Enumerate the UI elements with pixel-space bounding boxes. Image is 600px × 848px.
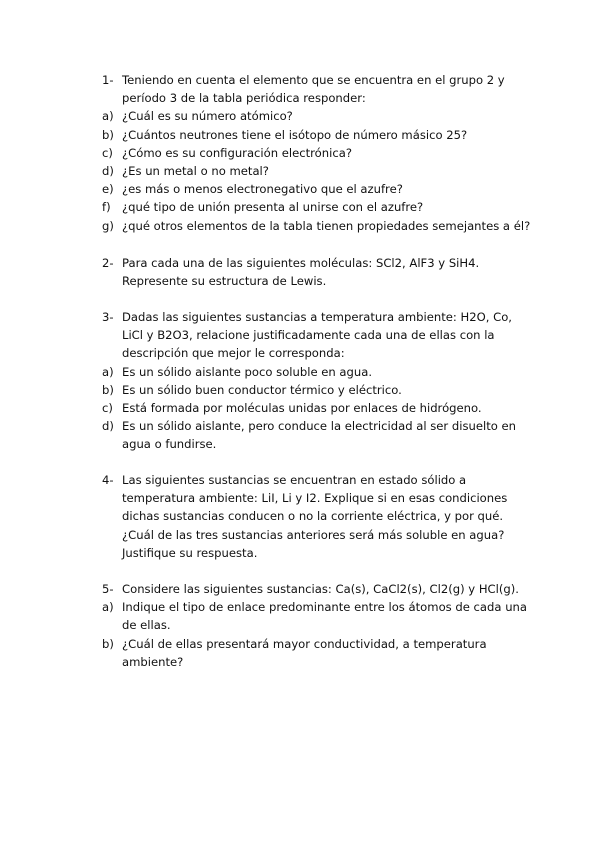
item-text: ¿Es un metal o no metal? <box>122 163 269 178</box>
item-label: b) <box>102 382 114 397</box>
item-label: b) <box>102 127 114 142</box>
question-item-d <box>102 162 522 180</box>
question-stem-line: período 3 de la tabla periódica responder: <box>122 91 366 106</box>
item-label: a) <box>102 364 114 379</box>
item-label: c) <box>102 400 113 415</box>
question-5 <box>102 580 527 671</box>
item-label: d) <box>102 419 114 434</box>
item-continuation: ambiente? <box>122 654 184 669</box>
item-text: ¿es más o menos electronegativo que el azufre? <box>122 182 403 197</box>
item-text: Está formada por moléculas unidas por enlaces de hidrógeno. <box>122 400 482 415</box>
item-continuation: de ellas. <box>122 618 171 633</box>
item-text: ¿Cuál de ellas presentará mayor conductividad, a temperatura <box>122 636 487 651</box>
item-text: ¿Cómo es su configuración electrónica? <box>122 145 352 160</box>
question-item-e <box>102 180 522 198</box>
question-stem-line: dichas sustancias conducen o no la corriente eléctrica, y por qué. <box>122 509 504 524</box>
item-text: ¿qué tipo de unión presenta al unirse con el azufre? <box>122 200 424 215</box>
question-number: 1- <box>102 73 114 87</box>
item-label: e) <box>102 182 114 197</box>
question-3 <box>102 308 522 454</box>
question-stem-line: 5- Considere las siguientes sustancias: Ca(s), CaCl2(s), Cl2(g) y HCl(g). <box>102 580 522 598</box>
question-number: 3- <box>102 310 114 324</box>
question-stem-line: ¿Cuál de las tres sustancias anteriores será más soluble en agua? <box>122 527 505 542</box>
item-text: Es un sólido aislante, pero conduce la electricidad al ser disuelto en <box>122 419 517 434</box>
question-item-d <box>102 417 522 435</box>
question-stem-line: LiCl y B2O3, relacione justificadamente cada una de ellas con la <box>122 328 495 343</box>
question-number: 2- <box>102 256 114 270</box>
question-stem-line: 2- Para cada una de las siguientes moléculas: SCl2, AlF3 y SiH4. <box>102 254 522 272</box>
question-1 <box>102 71 531 235</box>
item-text: Es un sólido buen conductor térmico y eléctrico. <box>122 382 402 397</box>
question-item-f <box>102 198 522 216</box>
question-4 <box>102 471 522 562</box>
item-label: b) <box>102 636 114 651</box>
item-label: a) <box>102 109 114 124</box>
item-text: ¿Cuál es su número atómico? <box>122 109 293 124</box>
question-stem-line: 1- Teniendo en cuenta el elemento que se encuentra en el grupo 2 y <box>102 71 522 89</box>
item-continuation: agua o fundirse. <box>122 437 217 452</box>
question-item-a <box>102 598 527 616</box>
question-item-a <box>102 107 522 125</box>
item-label: g) <box>102 218 114 233</box>
question-item-b <box>102 635 522 653</box>
item-label: c) <box>102 145 113 160</box>
question-item-b <box>102 126 522 144</box>
item-text: Es un sólido aislante poco soluble en agua. <box>122 364 373 379</box>
item-text: ¿Cuántos neutrones tiene el isótopo de número másico 25? <box>122 127 468 142</box>
question-stem-line: descripción que mejor le corresponda: <box>122 346 345 361</box>
question-item-b <box>102 381 522 399</box>
item-label: d) <box>102 163 114 178</box>
item-text: Indique el tipo de enlace predominante entre los átomos de cada una <box>122 600 527 615</box>
question-item-g <box>102 217 531 235</box>
question-stem-line: Justifique su respuesta. <box>122 545 258 560</box>
question-stem-line: temperatura ambiente: LiI, Li y I2. Explique si en esas condiciones <box>122 491 508 506</box>
question-2 <box>102 254 522 290</box>
question-stem-line: Represente su estructura de Lewis. <box>122 274 327 289</box>
question-number: 5- <box>102 582 114 596</box>
item-text: ¿qué otros elementos de la tabla tienen propiedades semejantes a él? <box>122 218 531 233</box>
question-item-c <box>102 144 522 162</box>
question-stem-line: 3- Dadas las siguientes sustancias a temperatura ambiente: H2O, Co, <box>102 308 522 326</box>
question-stem-line: 4- Las siguientes sustancias se encuentran en estado sólido a <box>102 471 522 489</box>
item-label: a) <box>102 600 114 615</box>
question-number: 4- <box>102 473 114 487</box>
item-label: f) <box>102 200 111 215</box>
question-item-a <box>102 363 522 381</box>
question-item-c <box>102 399 522 417</box>
